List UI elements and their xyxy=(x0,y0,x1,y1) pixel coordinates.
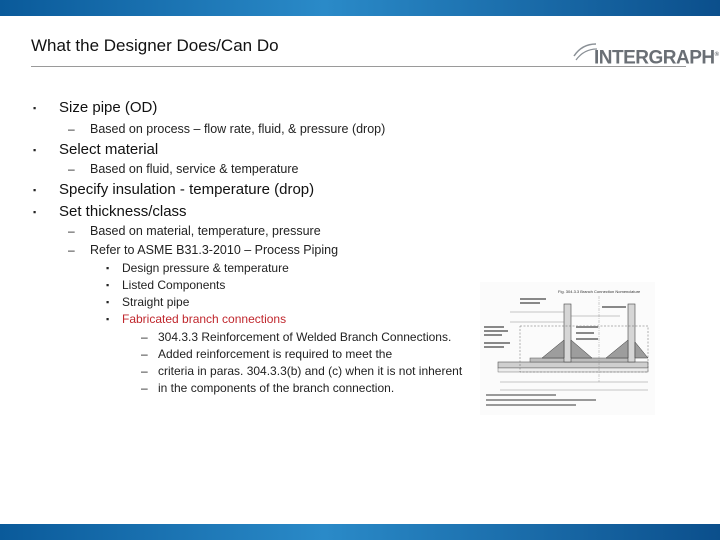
dash-marker: – xyxy=(141,381,148,395)
sub-bullet-asme: Refer to ASME B31.3-2010 – Process Piping xyxy=(90,243,339,257)
bullet-select-material: Select material xyxy=(59,141,159,158)
bullet-marker: ▪ xyxy=(106,263,110,273)
intergraph-logo xyxy=(572,40,719,70)
bullet-marker: ▪ xyxy=(33,103,37,113)
bullet-marker: ▪ xyxy=(33,145,37,155)
l4-item: 304.3.3 Reinforcement of Welded Branch Connections. xyxy=(158,330,452,344)
dash-marker: – xyxy=(141,364,148,378)
bottom-banner xyxy=(0,524,720,540)
dash-marker: – xyxy=(68,122,75,136)
bullet-insulation: Specify insulation - temperature (drop) xyxy=(59,181,315,198)
bullet-marker: ▪ xyxy=(33,185,37,195)
sub-bullet-fluid: Based on fluid, service & temperature xyxy=(90,162,299,176)
l3-item-highlight: Fabricated branch connections xyxy=(122,312,287,326)
bullet-marker: ▪ xyxy=(106,314,110,324)
dash-marker: – xyxy=(68,162,75,176)
branch-connection-diagram xyxy=(480,282,655,415)
sub-bullet-material: Based on material, temperature, pressure xyxy=(90,224,321,238)
bullet-marker: ▪ xyxy=(106,297,110,307)
bullet-thickness: Set thickness/class xyxy=(59,203,187,220)
l4-item: criteria in paras. 304.3.3(b) and (c) when it is not inherent xyxy=(158,364,463,378)
dash-marker: – xyxy=(141,330,148,344)
logo-wordmark: INTERGRAPH® xyxy=(594,47,719,69)
bullet-marker: ▪ xyxy=(33,207,37,217)
dash-marker: – xyxy=(68,243,75,257)
slide-title: What the Designer Does/Can Do xyxy=(31,36,279,55)
bullet-marker: ▪ xyxy=(106,280,110,290)
top-banner xyxy=(0,0,720,16)
sub-bullet-process: Based on process – flow rate, fluid, & pressure (drop) xyxy=(90,122,386,136)
dash-marker: – xyxy=(141,347,148,361)
l4-item: in the components of the branch connection. xyxy=(158,381,395,395)
branch-connection-figure xyxy=(480,282,655,415)
bullet-size-pipe: Size pipe (OD) xyxy=(59,99,158,116)
l3-item: Straight pipe xyxy=(122,295,190,309)
l3-item: Listed Components xyxy=(122,278,226,292)
figure-caption: Fig. 304.3.3 Branch Connection Nomenclature xyxy=(558,289,641,294)
dash-marker: – xyxy=(68,224,75,238)
l4-item: Added reinforcement is required to meet the xyxy=(158,347,393,361)
l3-item: Design pressure & temperature xyxy=(122,261,289,275)
